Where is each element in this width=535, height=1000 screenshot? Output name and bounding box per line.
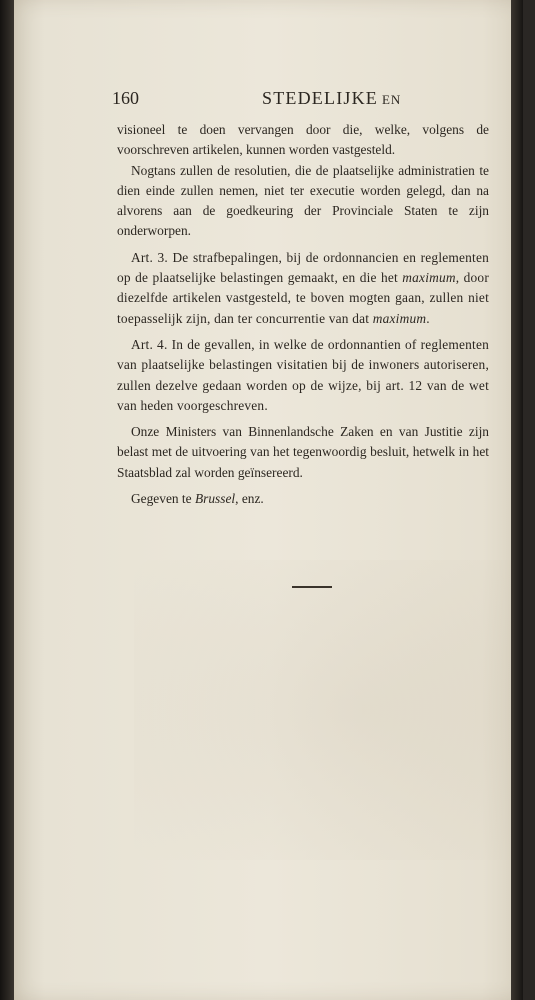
section-rule bbox=[292, 586, 332, 588]
left-binding-shadow bbox=[0, 0, 14, 1000]
article-4: Art. 4. In de gevallen, in welke de ordonnantien of reglementen van plaatselijke belastingen visitatien bij de inwoners autoriseren, zullen dezelve gedaan worden op de wijze, bij art. 12 van de wet van heden voorgeschreven. bbox=[117, 336, 489, 413]
running-head bbox=[262, 88, 401, 109]
article-3 bbox=[117, 248, 489, 329]
article-3-text-b: , door diezelfde artikelen vastgesteld, te boven mogten gaan, zullen niet toepasselijk zijn, dan ter concurrentie van dat bbox=[117, 270, 489, 326]
paragraph-nogtans: Nogtans zullen de resolutien, die de plaatselijke administratien te dien einde zullen nemen, niet ter executie worden gelegd, dan na alvorens aan de goedkeuring der Provinciale Staten te zijn onderworpen. bbox=[117, 162, 489, 239]
article-3-text-a: Art. 3. De strafbepalingen, bij de ordonnancien en reglementen op de plaatselijke belastingen gemaakt, en die het bbox=[117, 249, 489, 286]
paragraph-ministers: Onze Ministers van Binnenlandsche Zaken en van Justitie zijn belast met de uitvoering van het tegenwoordig besluit, hetwelk in het Staatsblad zal worden geïnsereerd. bbox=[117, 424, 489, 480]
running-head-title: STEDELIJKE bbox=[262, 88, 378, 108]
page-body bbox=[117, 120, 489, 509]
page-number: 160 bbox=[112, 88, 139, 108]
article-3-text-c: . bbox=[426, 310, 430, 326]
page-header bbox=[112, 88, 490, 112]
bleed-through-texture bbox=[134, 560, 514, 860]
paragraph-continued: visioneel te doen vervangen door die, welke, volgens de voorschreven artikelen, kunnen worden vastgesteld. bbox=[117, 122, 489, 158]
gegeven-place: Brussel bbox=[194, 491, 236, 507]
running-head-continuation: EN bbox=[381, 92, 402, 107]
article-3-maximum-2: maximum bbox=[372, 310, 427, 326]
paragraph-gegeven bbox=[117, 489, 489, 509]
gegeven-text-b: , enz. bbox=[235, 491, 264, 507]
gegeven-text-a: Gegeven te bbox=[131, 491, 195, 507]
article-3-maximum-1: maximum bbox=[402, 270, 456, 286]
